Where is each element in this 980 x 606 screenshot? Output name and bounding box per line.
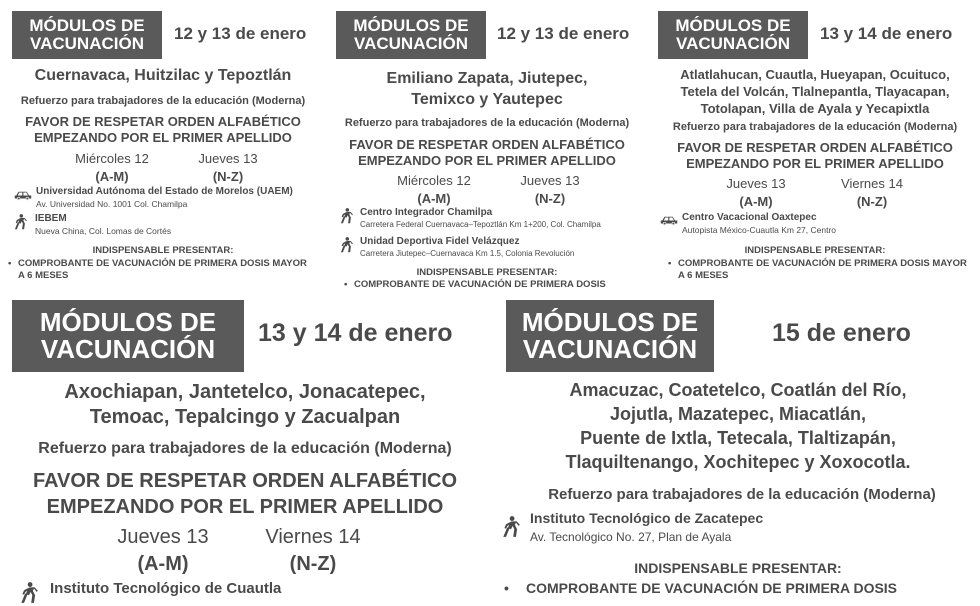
panel-3 <box>650 0 980 290</box>
venue <box>340 207 601 229</box>
day-name: Viernes 14 <box>841 176 903 191</box>
date-label: 13 y 14 de enero <box>820 24 953 43</box>
town-line: Tetela del Volcán, Tlalnepantla, Tlayacapan, <box>680 84 950 99</box>
day-name: Jueves 13 <box>198 151 258 166</box>
day-range: (A-M) <box>417 191 451 206</box>
banner-line: VACUNACIÓN <box>40 334 216 364</box>
banner-line: VACUNACIÓN <box>676 34 790 53</box>
towns <box>328 68 646 110</box>
banner-line: MÓDULOS DE <box>39 306 217 337</box>
banner-line: VACUNACIÓN <box>354 34 468 53</box>
town-line: Jojutla, Mazatepec, Miacatlán, <box>609 404 867 424</box>
venue-name: Instituto Tecnológico de Zacatepec <box>530 510 764 526</box>
venue-name: Instituto Tecnológico de Cuautla <box>50 580 282 597</box>
venue-address: Av. Tecnológico No. 27, Plan de Ayala <box>530 530 732 544</box>
banner <box>12 300 244 372</box>
banner-line: MÓDULOS DE <box>29 16 145 36</box>
schedule <box>88 524 388 578</box>
venue-name: Universidad Autónoma del Estado de Morelos (UAEM) <box>36 186 293 197</box>
venue <box>20 580 281 604</box>
requirements-heading: INDISPENSABLE PRESENTAR: <box>416 267 558 278</box>
schedule-day <box>54 150 170 186</box>
requirement-item <box>344 279 644 290</box>
refuerzo-note: Refuerzo para trabajadores de la educación (Moderna) <box>20 95 306 107</box>
walking-person-icon <box>340 208 353 224</box>
requirements-heading: INDISPENSABLE PRESENTAR: <box>92 245 234 256</box>
walking-person-icon <box>20 582 38 604</box>
panel-2 <box>328 0 646 290</box>
banner-line: VACUNACIÓN <box>522 334 698 364</box>
day-name: Miércoles 12 <box>75 151 149 166</box>
day-range: (A-M) <box>95 169 129 184</box>
refuerzo-note: Refuerzo para trabajadores de la educación (Moderna) <box>344 117 630 129</box>
refuerzo-note: Refuerzo para trabajadores de la educación (Moderna) <box>672 121 958 133</box>
venue-address: Av. Universidad No. 1001 Col. Chamilpa <box>36 199 188 209</box>
schedule <box>54 150 286 186</box>
walking-person-icon <box>340 237 353 253</box>
order-line: FAVOR DE RESPETAR ORDEN ALFABÉTICO <box>349 137 625 152</box>
schedule <box>376 172 608 208</box>
venue-name: Centro Vacacional Oaxtepec <box>682 212 817 223</box>
requirement-text: COMPROBANTE DE VACUNACIÓN DE PRIMERA DOSIS <box>526 580 898 596</box>
car-icon <box>660 215 678 226</box>
date-label: 12 y 13 de enero <box>497 24 630 43</box>
schedule <box>698 175 930 211</box>
bullet: • <box>668 258 672 269</box>
order-line: EMPEZANDO POR EL PRIMER APELLIDO <box>46 496 444 518</box>
schedule-day <box>88 524 238 578</box>
towns <box>0 380 490 430</box>
day-range: (N-Z) <box>534 191 566 206</box>
requirement-text: COMPROBANTE DE VACUNACIÓN DE PRIMERA DOSIS MAYOR A 6 MESES <box>18 258 307 281</box>
schedule-day <box>376 172 492 208</box>
day-range: (N-Z) <box>289 553 337 575</box>
town-line: Amacuzac, Coatetelco, Coatlán del Río, <box>569 380 907 400</box>
banner-line: MÓDULOS DE <box>521 306 699 337</box>
order-note <box>328 137 646 169</box>
banner-line: MÓDULOS DE <box>353 16 469 36</box>
order-note <box>650 140 980 172</box>
schedule-day <box>492 172 608 208</box>
day-range: (N-Z) <box>212 169 244 184</box>
banner <box>336 11 486 59</box>
banner-line: VACUNACIÓN <box>30 34 144 53</box>
town-line: Totolapan, Villa de Ayala y Yecapixtla <box>700 101 930 116</box>
town-line: Puente de Ixtla, Tetecala, Tlaltizapán, <box>580 428 896 448</box>
requirement-text: COMPROBANTE DE VACUNACIÓN DE PRIMERA DOSIS MAYOR A 6 MESES <box>678 258 967 281</box>
requirement-item <box>8 258 308 282</box>
venue <box>14 186 293 209</box>
town-line: Axochiapan, Jantetelco, Jonacatepec, <box>64 381 426 403</box>
venue <box>660 212 836 235</box>
town-line: Cuernavaca, Huitzilac y Tepoztlán <box>34 67 292 84</box>
day-name: Jueves 13 <box>117 526 209 548</box>
car-icon <box>14 190 32 201</box>
town-line: Tlaquiltenango, Xochitepec y Xoxocotla. <box>565 452 911 472</box>
venue-name: IEBEM <box>35 213 67 224</box>
schedule-day <box>170 150 286 186</box>
date-label: 13 y 14 de enero <box>258 319 453 347</box>
order-line: EMPEZANDO POR EL PRIMER APELLIDO <box>358 153 616 168</box>
requirement-item <box>504 580 966 597</box>
day-name: Jueves 13 <box>520 173 580 188</box>
requirement-item <box>668 258 968 282</box>
schedule-day <box>814 175 930 211</box>
venue-name: Centro Integrador Chamilpa <box>360 207 493 218</box>
requirements-heading: INDISPENSABLE PRESENTAR: <box>634 560 842 576</box>
walking-person-icon <box>502 516 520 538</box>
venue-address: Carretera Federal Cuernavaca–Tepoztlán Km 1+200, Col. Chamilpa <box>360 220 601 229</box>
towns <box>650 66 980 117</box>
walking-person-icon <box>14 214 27 230</box>
refuerzo-note: Refuerzo para trabajadores de la educación (Moderna) <box>548 486 936 503</box>
bullet: • <box>504 580 509 596</box>
venue <box>14 213 171 236</box>
order-line: FAVOR DE RESPETAR ORDEN ALFABÉTICO <box>32 470 458 492</box>
banner-line: MÓDULOS DE <box>675 16 791 36</box>
town-line: Emiliano Zapata, Jiutepec, <box>386 70 588 87</box>
schedule-day <box>238 524 388 578</box>
venue-address: Autopista México-Cuautla Km 27, Centro <box>682 225 837 235</box>
requirement-text: COMPROBANTE DE VACUNACIÓN DE PRIMERA DOSIS <box>354 279 606 290</box>
order-line: FAVOR DE RESPETAR ORDEN ALFABÉTICO <box>677 140 953 155</box>
day-name: Miércoles 12 <box>397 173 471 188</box>
order-note <box>0 468 490 520</box>
venue <box>340 236 574 258</box>
schedule-day <box>698 175 814 211</box>
requirements-heading: INDISPENSABLE PRESENTAR: <box>744 245 886 256</box>
bullet: • <box>344 279 348 290</box>
banner <box>12 11 162 59</box>
towns <box>0 66 326 85</box>
order-line: EMPEZANDO POR EL PRIMER APELLIDO <box>34 130 292 145</box>
order-line: FAVOR DE RESPETAR ORDEN ALFABÉTICO <box>25 114 301 129</box>
date-label: 12 y 13 de enero <box>174 24 307 43</box>
bullet: • <box>8 258 12 269</box>
towns <box>496 378 980 474</box>
panel-4 <box>0 296 490 606</box>
venue <box>502 510 763 544</box>
town-line: Temoac, Tepalcingo y Zacualpan <box>89 406 401 428</box>
panel-5 <box>496 296 980 606</box>
order-line: EMPEZANDO POR EL PRIMER APELLIDO <box>686 156 944 171</box>
venue-name: Unidad Deportiva Fidel Velázquez <box>360 236 520 247</box>
day-name: Viernes 14 <box>265 526 361 548</box>
banner <box>506 300 714 372</box>
order-note <box>0 114 326 146</box>
venue-address: Carretera Jiutepec–Cuernavaca Km 1.5, Colonia Revolución <box>360 249 575 258</box>
day-range: (A-M) <box>137 553 189 575</box>
day-range: (N-Z) <box>856 194 888 209</box>
banner <box>658 11 808 59</box>
date-label: 15 de enero <box>772 319 911 347</box>
venue-address: Nueva China, Col. Lomas de Cortés <box>35 226 172 236</box>
town-line: Atlatlahucan, Cuautla, Hueyapan, Ocuituco, <box>680 67 950 82</box>
day-name: Jueves 13 <box>726 176 786 191</box>
town-line: Temixco y Yautepec <box>411 91 563 108</box>
panel-1 <box>0 0 326 290</box>
refuerzo-note: Refuerzo para trabajadores de la educación (Moderna) <box>38 440 452 457</box>
day-range: (A-M) <box>739 194 773 209</box>
